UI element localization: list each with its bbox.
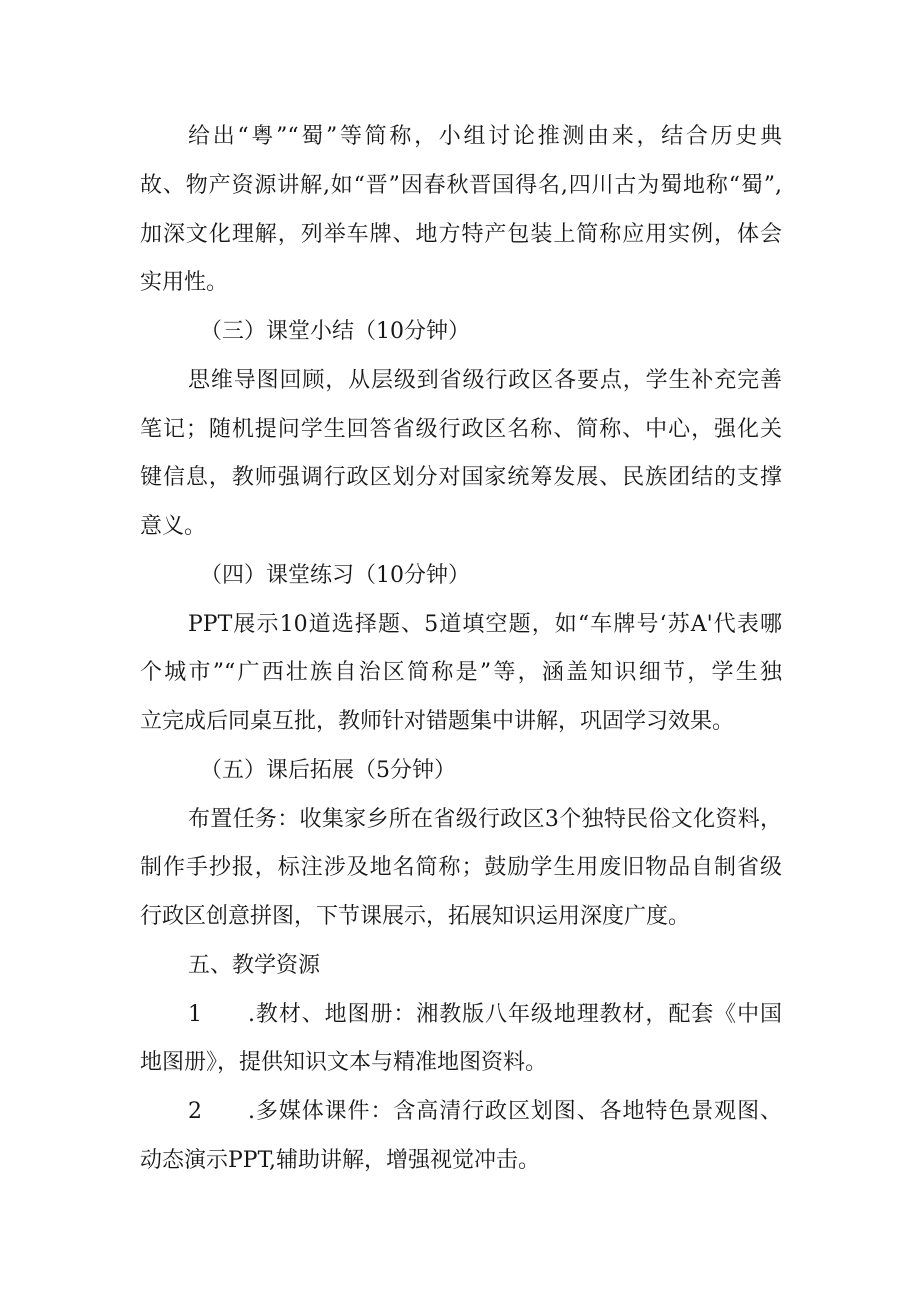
document-body: [140, 113, 782, 1186]
section-heading-extension: （五）课后拓展（5分钟）: [200, 757, 456, 783]
paragraph-line: 意义。: [140, 514, 207, 539]
resource-item-1: [140, 991, 782, 1089]
abbreviation-paragraph: [140, 113, 782, 308]
resource-item-first-line: [140, 1088, 782, 1137]
section-teaching-resources: [140, 942, 782, 1186]
paragraph-line: 个城市”“广西壮族自治区简称是”等，涵盖知识细节，学生独: [140, 660, 782, 686]
paragraph-line: 地图册》，提供知识文本与精准地图资料。: [140, 1050, 548, 1076]
paragraph-line: 立完成后同桌互批，教师针对错题集中讲解，巩固学习效果。: [140, 709, 735, 734]
resource-item-2: [140, 1088, 782, 1186]
paragraph-line: 动态演示PPT,辅助讲解，增强视觉冲击。: [140, 1147, 541, 1173]
paragraph-line: 实用性。: [140, 270, 229, 296]
resource-item-text: .多媒体课件：含高清行政区划图、各地特色景观图、: [248, 1099, 782, 1124]
section-heading-summary: （三）课堂小结（10分钟）: [200, 319, 470, 344]
paragraph-line: 给出“粤”“蜀”等简称，小组讨论推测由来，结合历史典: [188, 124, 782, 149]
paragraph-line: 笔记；随机提问学生回答省级行政区名称、简称、中心，强化关: [140, 416, 782, 442]
resource-item-text: .教材、地图册：湘教版八年级地理教材，配套《中国: [248, 1001, 782, 1027]
paragraph-line: 行政区创意拼图，下节课展示，拓展知识运用深度广度。: [140, 904, 691, 929]
paragraph-line: 布置任务：收集家乡所在省级行政区3个独特民俗文化资料，: [188, 806, 782, 832]
resource-item-first-line: [140, 991, 782, 1040]
paragraph-line: 键信息，教师强调行政区划分对国家统筹发展、民族团结的支撑: [140, 465, 782, 491]
section-heading-resources: 五、教学资源: [188, 952, 321, 978]
paragraph-line: 故、物产资源讲解,如“晋”因春秋晋国得名,四川古为蜀地称“蜀”,: [140, 172, 782, 198]
paragraph-line: 加深文化理解，列举车牌、地方特产包装上简称应用实例，体会: [140, 221, 782, 247]
paragraph-line: 制作手抄报，标注涉及地名简称；鼓励学生用废旧物品自制省级: [140, 855, 782, 881]
section-class-summary: [140, 308, 782, 552]
resource-item-number: 1: [188, 1001, 202, 1027]
paragraph-line: PPT展示10道选择题、5道填空题，如“车牌号‘苏A'代表哪: [188, 611, 782, 637]
section-after-class-extension: [140, 747, 782, 942]
section-class-practice: [140, 552, 782, 747]
paragraph-line: 思维导图回顾，从层级到省级行政区各要点，学生补充完善: [188, 367, 782, 393]
section-heading-practice: （四）课堂练习（10分钟）: [200, 562, 470, 588]
resource-item-number: 2: [188, 1099, 202, 1124]
